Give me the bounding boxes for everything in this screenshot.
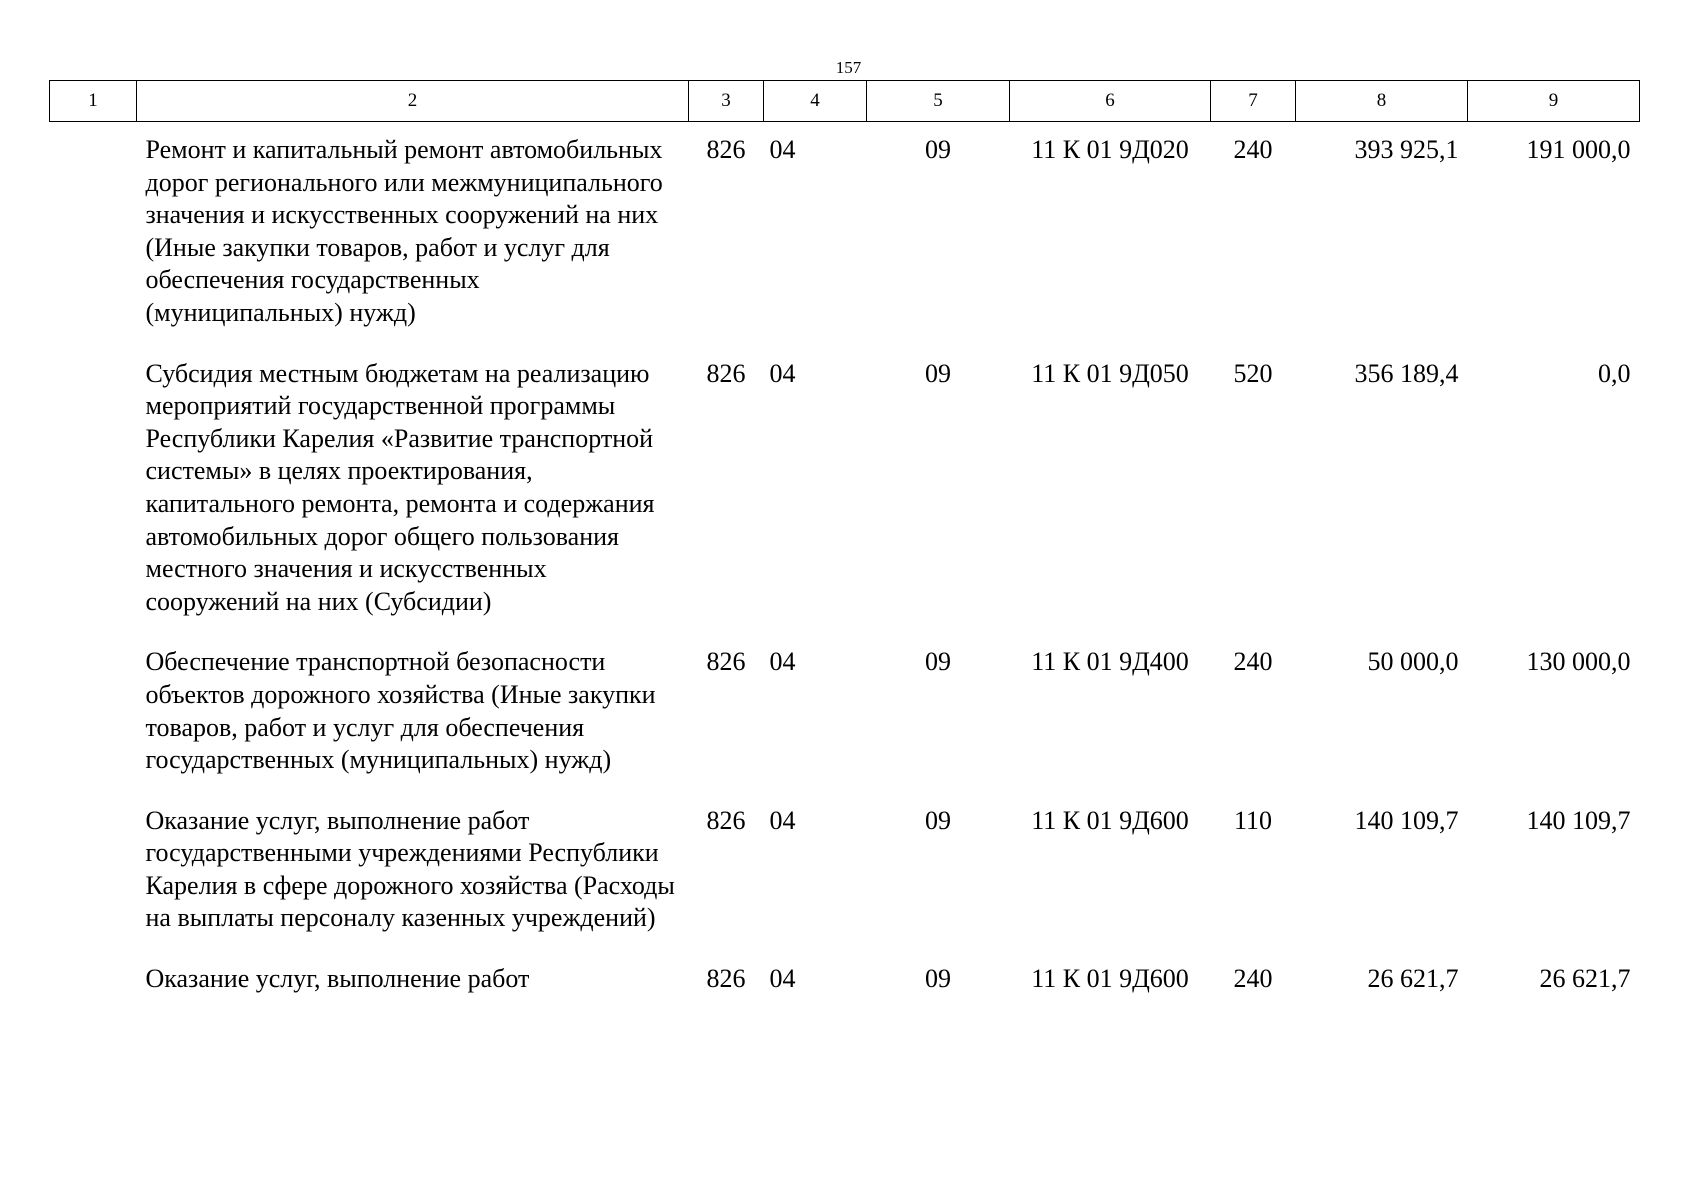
expense-name-cell: Оказание услуг, выполнение работ [145, 964, 530, 994]
table-row [50, 634, 1640, 792]
expense-name-cell: Субсидия местным бюджетам на реализацию мероприятий государственной программы Республики Карелия «Развитие транспортной системы» в целях проектирования, капитального ремонта, ремонта и содержания автомобильных дорог общего пользования местного значения и искусственных сооружений на них (Субсидии) [145, 358, 655, 616]
ministry-code-cell: 826 [706, 964, 746, 994]
row-number-cell [50, 122, 137, 346]
amount-year1-cell: 140 109,7 [1354, 805, 1459, 835]
amount-year1-cell: 393 925,1 [1354, 135, 1459, 164]
expense-name-cell: Оказание услуг, выполнение работ государственными учреждениями Республики Карелия в сфере дорожного хозяйства (Расходы на выплаты персоналу казенных учреждений) [145, 805, 675, 933]
section-code-cell: 04 [769, 805, 796, 835]
row-number-cell [50, 793, 137, 951]
column-header: 7 [1211, 81, 1296, 122]
subsection-code-cell: 09 [925, 964, 951, 994]
budget-table [49, 80, 1640, 1012]
section-code-cell: 04 [769, 964, 796, 994]
expense-type-cell: 240 [1233, 135, 1273, 164]
expense-type-cell: 240 [1233, 964, 1273, 994]
column-header: 6 [1010, 81, 1211, 122]
row-number-cell [50, 634, 137, 792]
target-article-cell: 11 К 01 9Д400 [1031, 647, 1189, 677]
target-article-cell: 11 К 01 9Д050 [1031, 358, 1189, 388]
section-code-cell: 04 [769, 358, 796, 388]
column-header: 9 [1468, 81, 1640, 122]
column-header: 5 [867, 81, 1010, 122]
column-header: 4 [764, 81, 867, 122]
amount-year1-cell: 356 189,4 [1354, 358, 1459, 388]
ministry-code-cell: 826 [706, 647, 746, 677]
row-number-cell [50, 346, 137, 635]
ministry-code-cell: 826 [706, 135, 746, 164]
page-number: 157 [835, 58, 862, 77]
ministry-code-cell: 826 [706, 358, 746, 388]
section-code-cell: 04 [769, 135, 796, 164]
amount-year1-cell: 50 000,0 [1367, 647, 1459, 677]
subsection-code-cell: 09 [925, 358, 951, 388]
amount-year2-cell: 0,0 [1598, 358, 1631, 388]
target-article-cell: 11 К 01 9Д600 [1031, 805, 1189, 835]
column-header: 1 [50, 81, 137, 122]
table-row [50, 346, 1640, 635]
amount-year2-cell: 191 000,0 [1526, 135, 1631, 164]
amount-year2-cell: 130 000,0 [1526, 647, 1631, 677]
expense-type-cell: 240 [1233, 647, 1273, 677]
expense-type-cell: 520 [1233, 358, 1273, 388]
ministry-code-cell: 826 [706, 805, 746, 835]
expense-name-cell: Ремонт и капитальный ремонт автомобильных дорог регионального или межмуниципального значения и искусственных сооружений на них (Иные закупки товаров, работ и услуг для обеспечения государственных (муниципальных) нужд) [145, 135, 663, 327]
section-code-cell: 04 [769, 647, 796, 677]
column-header: 2 [137, 81, 689, 122]
table-header-row [50, 81, 1640, 122]
column-header: 8 [1296, 81, 1468, 122]
expense-name-cell: Обеспечение транспортной безопасности объектов дорожного хозяйства (Иные закупки товаров, работ и услуг для обеспечения государственных (муниципальных) нужд) [145, 647, 656, 775]
target-article-cell: 11 К 01 9Д600 [1031, 964, 1189, 994]
subsection-code-cell: 09 [925, 647, 951, 677]
table-row [50, 951, 1640, 1012]
amount-year1-cell: 26 621,7 [1367, 964, 1459, 994]
subsection-code-cell: 09 [925, 135, 951, 164]
target-article-cell: 11 К 01 9Д020 [1031, 135, 1189, 164]
column-header: 3 [689, 81, 764, 122]
table-row [50, 793, 1640, 951]
expense-type-cell: 110 [1233, 805, 1273, 835]
subsection-code-cell: 09 [925, 805, 951, 835]
amount-year2-cell: 26 621,7 [1539, 964, 1631, 994]
amount-year2-cell: 140 109,7 [1526, 805, 1631, 835]
row-number-cell [50, 951, 137, 1012]
table-row [50, 122, 1640, 346]
